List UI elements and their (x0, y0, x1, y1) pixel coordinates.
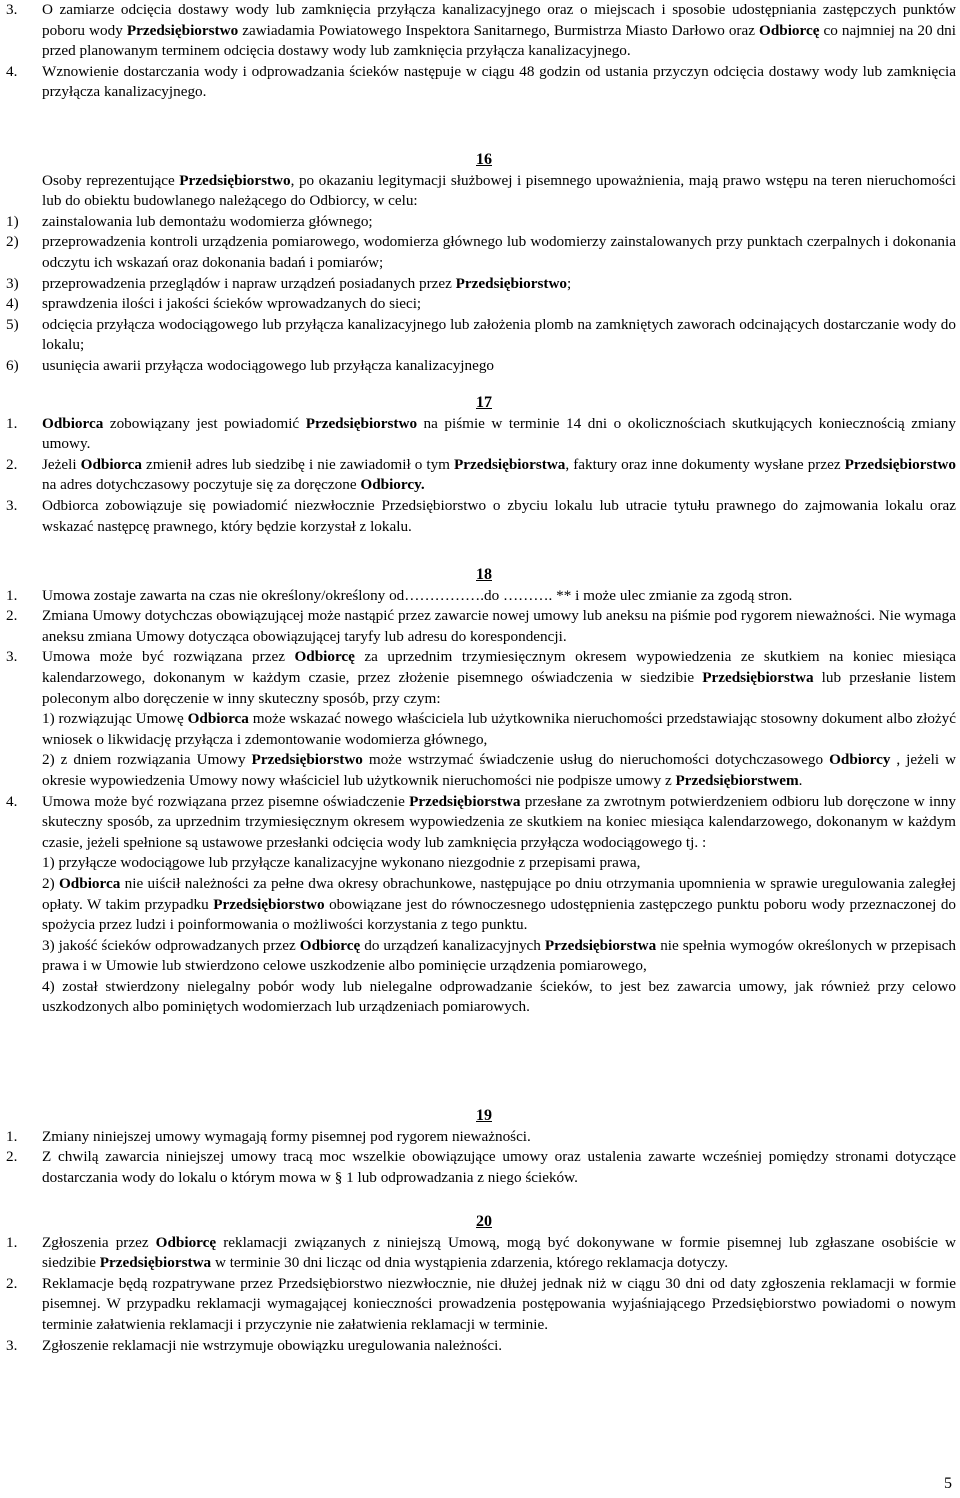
list-item-number: 2. (6, 1274, 18, 1292)
list-item-number: 5) (6, 315, 19, 333)
list-item-text: Umowa zostaje zawarta na czas nie określony/określony od…………….do ………. ** i może ulec zmianie za zgodą stron. (42, 586, 793, 604)
bold-term: Odbiorcę (299, 936, 361, 954)
list-item-text: Zgłoszenie reklamacji nie wstrzymuje obowiązku uregulowania należności. (42, 1336, 503, 1354)
bold-term: Odbiorcy (829, 751, 891, 769)
list-item (6, 315, 956, 356)
bold-term: Odbiorcę (294, 648, 355, 666)
section-16 (6, 150, 956, 377)
section-continuation (6, 0, 956, 103)
page-number: 5 (944, 1475, 952, 1492)
section-18 (6, 565, 956, 1018)
list-item-number: 3. (6, 1, 18, 18)
list-item-text: Jeżeli Odbiorca zmienił adres lub siedzibę i nie zawiadomił o tym Przedsiębiorstwa, faktury oraz inne dokumenty wysłane przez Przedsiębiorstwo na adres dotychczasowy poczytuje się za doręczone Odbiorcy. (42, 455, 956, 494)
bold-term: Przedsiębiorstwa (454, 455, 566, 473)
list-item (6, 62, 956, 103)
list-item-text: Z chwilą zawarcia niniejszej umowy tracą moc wszelkie obowiązujące umowy oraz ustalenia zawarte wcześniej pomiędzy stronami dotyczące dostarczania wody do lokalu o którym mowa w § 1 lub odprowadzania z niego ścieków. (42, 1148, 956, 1186)
bold-term: Przedsiębiorstwa (544, 936, 657, 954)
list-item-number: 6) (6, 356, 19, 374)
list-item (6, 1147, 956, 1188)
list-item-text: Umowa może być rozwiązana przez Odbiorcę za uprzednim trzymiesięcznym okresem wypowiedzenia ze skutkiem na koniec miesiąca kalendarzowego, dokonanym w każdym czasie, przez złożenie pisemnego oświadczenia w siedzibie Przedsiębiorstwa lub przesłanie listem poleconym albo doręczenie w inny skuteczny sposób, przy czym: (42, 648, 956, 707)
list-item (6, 274, 956, 295)
list-item-text: Zgłoszenia przez Odbiorcę reklamacji związanych z niniejszą Umową, mogą być dokonywane w formie pisemnej lub zgłaszane osobiście w siedzibie Przedsiębiorstwa w terminie 30 dni licząc od dnia wystąpienia zdarzenia, którego reklamacja dotyczy. (42, 1233, 956, 1272)
section-20 (6, 1212, 956, 1356)
list-item-number: 2) (6, 233, 19, 251)
list-item-text: Wznowienie dostarczania wody i odprowadzania ścieków następuje w ciągu 48 godzin od ustania przyczyn odcięcia dostawy wody lub zamknięcia przyłącza kanalizacyjnego. (42, 62, 956, 101)
bold-term: Przedsiębiorstwa (99, 1254, 212, 1272)
bold-term: Przedsiębiorstwa (409, 792, 521, 810)
list-item-number: 2. (6, 607, 18, 625)
section-title: 18 (476, 566, 492, 583)
list-item-number: 2. (6, 1148, 18, 1166)
list-item-text: odcięcia przyłącza wodociągowego lub przyłącza kanalizacyjnego lub założenia plomb na zamkniętych zaworach odcinających dostarczanie wody do lokalu; (42, 315, 956, 354)
list-item-number: 1. (6, 1127, 18, 1145)
sub-item: 3) jakość ścieków odprowadzanych przez Odbiorcę do urządzeń kanalizacyjnych Przedsiębiorstwa nie spełnia wymogów określonych w przepisach prawa i w Umowie lub stwierdzono celowe uszkodzenie albo pominięcie urządzenia pomiarowego, (42, 936, 956, 975)
list-item (6, 1127, 956, 1148)
list-item-number: 4. (6, 62, 18, 80)
bold-term: Odbiorca (187, 710, 249, 728)
list-item-text: sprawdzenia ilości i jakości ścieków wprowadzanych do sieci; (42, 295, 422, 313)
sub-item: 1) przyłącze wodociągowe lub przyłącze kanalizacyjne wykonano niezgodnie z przepisami prawa, (42, 854, 641, 872)
section-17 (6, 393, 956, 537)
sub-item: 4) został stwierdzony nielegalny pobór wody lub nielegalne odprowadzanie ścieków, to jest bez zawarcia umowy, jak również przy celowo uszkodzonych albo pominiętych wodomierzach lub urządzeniach pomiarowych. (42, 977, 956, 1016)
list-item-number: 1. (6, 414, 18, 432)
section-19 (6, 1106, 956, 1188)
list-item-number: 3. (6, 648, 18, 666)
list-item (6, 212, 956, 233)
list-item-text: Umowa może być rozwiązana przez pisemne oświadczenie Przedsiębiorstwa przesłane za zwrotnym potwierdzeniem odbioru lub doręczone w inny skuteczny sposób, za uprzednim trzymiesięcznym okresem wypowiedzenia ze skutkiem na koniec miesiąca kalendarzowego, dokonanym w każdym czasie, jeżeli spełnione są ustawowe przesłanki odcięcia wody lub zamknięcia przyłącza wodociągowego tj. : (42, 792, 956, 851)
list-item (6, 496, 956, 537)
list-item-text: przeprowadzenia kontroli urządzenia pomiarowego, wodomierza głównego lub wodomierzy zainstalowanych przy punktach czerpalnych i dokonania odczytu ich wskazań oraz dokonania badań i pomiarów; (42, 233, 956, 271)
list-item-text: Odbiorca zobowiązuje się powiadomić niezwłocznie Przedsiębiorstwo o zbyciu lokalu lub utracie tytułu prawnego do zajmowania lokalu oraz wskazać następcę prawnego, który będzie korzystał z lokalu. (42, 496, 956, 535)
list-item-text: Odbiorca zobowiązany jest powiadomić Przedsiębiorstwo na piśmie w terminie 14 dni o okolicznościach skutkujących koniecznością zmiany umowy. (42, 414, 956, 453)
section-title: 20 (476, 1213, 492, 1230)
list-item (6, 647, 956, 709)
bold-term: Przedsiębiorstwo (126, 21, 239, 39)
bold-term: Przedsiębiorstwa (702, 668, 814, 686)
list-item-text: Zmiany niniejszej umowy wymagają formy pisemnej pod rygorem nieważności. (42, 1127, 531, 1145)
list-item (6, 1336, 956, 1357)
list-item-number: 3) (6, 274, 19, 292)
list-item-number: 3. (6, 496, 18, 514)
bold-term: Przedsiębiorstwo (213, 895, 325, 913)
list-item-number: 1) (6, 212, 19, 230)
list-item (6, 792, 956, 854)
list-item (6, 1233, 956, 1274)
list-item (6, 455, 956, 496)
list-item-text: O zamiarze odcięcia dostawy wody lub zamknięcia przyłącza kanalizacyjnego oraz o miejscach i sposobie udostępniania zastępczych punktów poboru wody Przedsiębiorstwo zawiadamia Powiatowego Inspektora Sanitarnego, Burmistrza Miasto Darłowo oraz Odbiorcę co najmniej na 20 dni przed planowanym terminem odcięcia dostawy wody lub zamknięcia przyłącza kanalizacyjnego. (42, 1, 956, 60)
list-item (6, 356, 956, 377)
bold-term: Odbiorcę (155, 1233, 217, 1251)
list-item (6, 232, 956, 273)
list-item (6, 586, 956, 607)
list-item-number: 1. (6, 1233, 18, 1251)
list-item-text: Reklamacje będą rozpatrywane przez Przedsiębiorstwo niezwłocznie, nie dłużej jednak niż w ciągu 30 dni od daty zgłoszenia reklamacji w formie pisemnej. W przypadku reklamacji wymagającej konieczności prowadzenia postępowania wyjaśniającego Przedsiębiorstwo powiadomi o nowym terminie załatwienia reklamacji i przyczynie nie załatwienia reklamacji w terminie. (42, 1274, 956, 1333)
bold-term: Odbiorca (58, 874, 121, 892)
sub-item: 2) Odbiorca nie uiścił należności za pełne dwa okresy obrachunkowe, następujące po dniu otrzymania upomnienia w sprawie uregulowania zaległej opłaty. W takim przypadku Przedsiębiorstwo obowiązane jest do równoczesnego udostępnienia zastępczego punktu poboru wody przeznaczonej do spożycia przez ludzi i poinformowania o możliwości korzystania z tego punktu. (42, 874, 957, 934)
section-title: 16 (476, 151, 492, 168)
bold-term: Przedsiębiorstwo (844, 455, 956, 473)
bold-term: Przedsiębiorstwo (455, 274, 568, 292)
bold-term: Przedsiębiorstwo (251, 751, 363, 769)
list-item-number: 4) (6, 295, 19, 313)
sub-item: 1) rozwiązując Umowę Odbiorca może wskazać nowego właściciela lub użytkownika nieruchomości przedstawiając stosowny dokument albo złożyć wniosek o likwidację przyłącza i zdemontowanie wodomierza głównego, (42, 710, 956, 748)
list-item-text: Zmiana Umowy dotychczas obowiązującej może nastąpić przez zawarcie nowej umowy lub aneksu na piśmie pod rygorem nieważności. Nie wymaga aneksu zmiana Umowy dotycząca obowiązującej taryfy lub adresu do korespondencji. (42, 607, 956, 645)
list-item-text: usunięcia awarii przyłącza wodociągowego lub przyłącza kanalizacyjnego (42, 356, 495, 374)
list-item-text: przeprowadzenia przeglądów i napraw urządzeń posiadanych przez Przedsiębiorstwo; (42, 274, 572, 292)
bold-term: Odbiorca (42, 414, 104, 432)
list-item-text: zainstalowania lub demontażu wodomierza głównego; (42, 212, 373, 230)
section-title: 19 (476, 1107, 492, 1124)
bold-term: Przedsiębiorstwem (675, 771, 799, 789)
bold-term: Odbiorcy. (360, 476, 425, 494)
list-item (6, 414, 956, 455)
list-item (6, 1274, 956, 1336)
section-title: 17 (476, 394, 492, 411)
bold-term: Przedsiębiorstwo (305, 414, 418, 432)
sub-item: 2) z dniem rozwiązania Umowy Przedsiębiorstwo może wstrzymać świadczenie usług do nieruchomości dotychczasowego Odbiorcy , jeżeli w okresie wypowiedzenia Umowy nowy właściciel lub użytkownik nieruchomości nie podpisze umowy z Przedsiębiorstwem. (42, 751, 957, 789)
list-item-number: 1. (6, 586, 18, 604)
list-item-number: 2. (6, 455, 18, 473)
list-item (6, 606, 956, 647)
list-item-number: 3. (6, 1336, 18, 1354)
section-lead-paragraph: Osoby reprezentujące Przedsiębiorstwo, po okazaniu legitymacji służbowej i pisemnego upoważnienia, mają prawo wstępu na teren nieruchomości lub do obiektu budowlanego należącego do Odbiorcy, w celu: (42, 171, 956, 210)
list-item (6, 0, 956, 62)
bold-term: Odbiorca (80, 455, 142, 473)
bold-term: Odbiorcę (759, 21, 820, 39)
list-item (6, 294, 956, 315)
bold-term: Przedsiębiorstwo (179, 171, 291, 189)
list-item-number: 4. (6, 792, 18, 810)
